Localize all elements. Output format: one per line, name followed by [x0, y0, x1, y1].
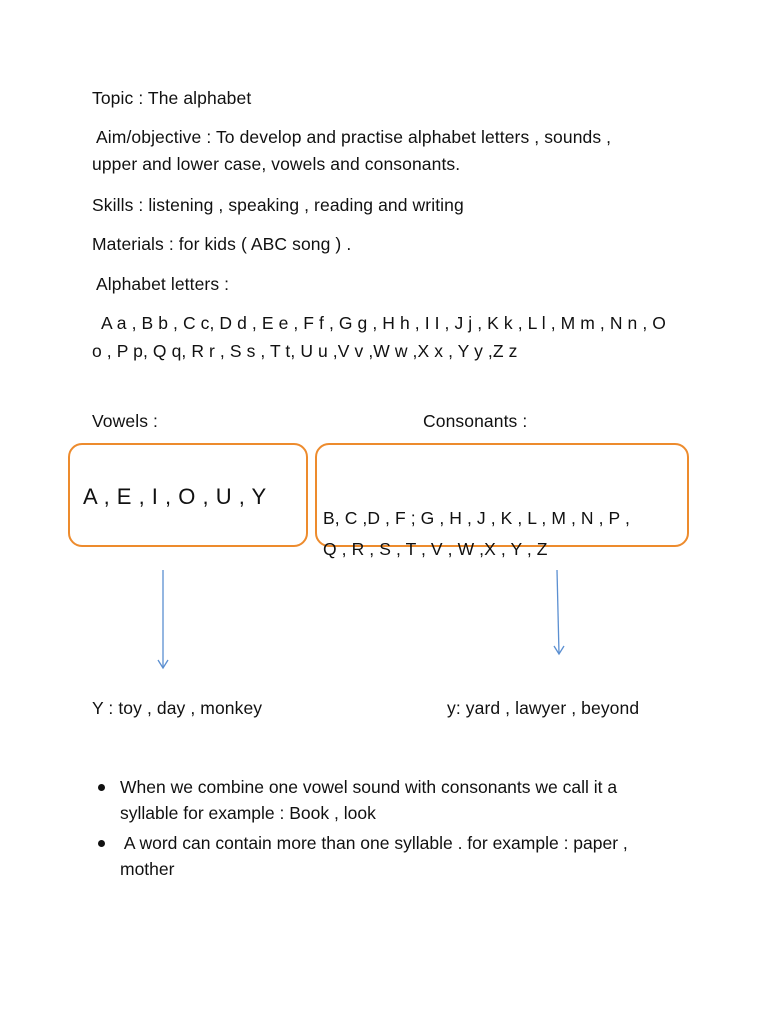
materials-line: Materials : for kids ( ABC song ) . [92, 234, 352, 254]
vowels-down-arrow-icon [152, 570, 174, 672]
consonants-label: Consonants : [423, 411, 528, 431]
y-consonant-examples: y: yard , lawyer , beyond [447, 698, 640, 718]
vowels-box-text: A , E , I , O , U , Y [83, 484, 267, 509]
consonants-box-line-1: B, C ,D , F ; G , H , J , K , L , M , N , P , [323, 508, 630, 528]
bullet-1-line-1: When we combine one vowel sound with consonants we call it a [120, 777, 618, 797]
bullet-dot-icon [98, 840, 105, 847]
bullet-list [92, 774, 732, 886]
alphabet-line-2: o , P p, Q q, R r , S s , T t, U u ,V v ,W w ,X x , Y y ,Z z [92, 341, 518, 361]
bullet-1-line-2: syllable for example : Book , look [120, 803, 376, 823]
aim-line-2: upper and lower case, vowels and consonants. [92, 154, 461, 174]
bullet-item [92, 774, 732, 826]
bullet-2-line-2: mother [120, 859, 175, 879]
topic-line: Topic : The alphabet [92, 88, 252, 108]
vowels-label: Vowels : [92, 411, 158, 431]
bullet-item [92, 830, 732, 882]
bullet-dot-icon [98, 784, 105, 791]
consonants-down-arrow-icon [547, 570, 571, 658]
alphabet-heading: Alphabet letters : [96, 274, 230, 294]
y-vowel-examples: Y : toy , day , monkey [92, 698, 263, 718]
bullet-2-line-1: A word can contain more than one syllable . for example : paper , [120, 833, 628, 853]
consonants-box-line-2: Q , R , S , T , V , W ,X , Y , Z [323, 539, 548, 559]
skills-line: Skills : listening , speaking , reading and writing [92, 195, 464, 215]
alphabet-line-1: A a , B b , C c, D d , E e , F f , G g , H h , I I , J j , K k , L l , M m , N n , O [101, 313, 666, 333]
aim-line-1: Aim/objective : To develop and practise alphabet letters , sounds , [96, 127, 612, 147]
